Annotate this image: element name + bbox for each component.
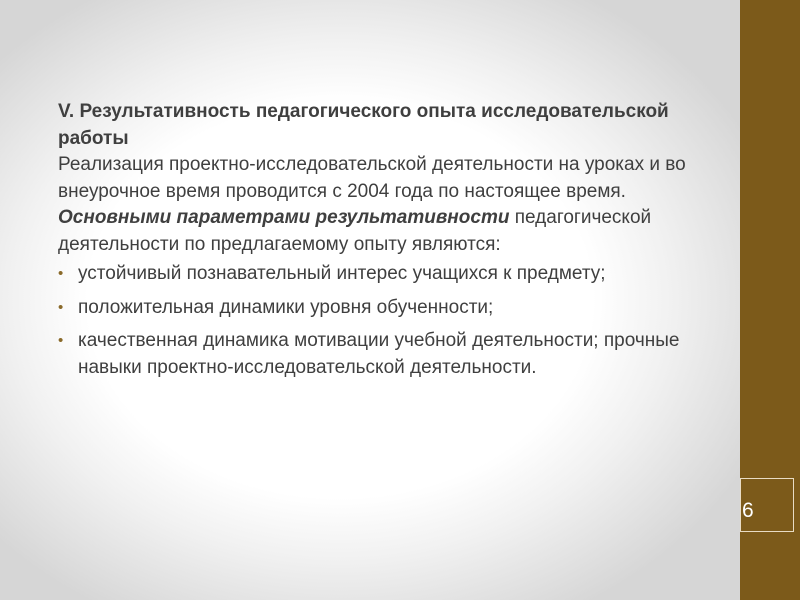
list-item-text: устойчивый познавательный интерес учащихся к предмету; — [78, 263, 606, 284]
parameters-emphasis: Основными параметрами результативности — [58, 207, 510, 228]
parameters-text: педагогической деятельности по предлагаемому опыту являются: — [58, 207, 652, 255]
intro-paragraph: Реализация проектно-исследовательской деятельности на уроках и во внеурочное время проводится с 2004 года по настоящее время. — [58, 154, 686, 202]
list-item — [58, 295, 718, 322]
bullet-icon: • — [58, 332, 64, 349]
parameters-paragraph — [58, 205, 718, 258]
bullet-list — [58, 261, 718, 381]
list-item-text: качественная динамика мотивации учебной деятельности; прочные навыки проектно-исследовательской деятельности. — [78, 330, 680, 378]
slide-content — [58, 99, 718, 388]
bullet-icon: • — [58, 265, 64, 282]
slide-heading: V. Результативность педагогического опыта исследовательской работы — [58, 101, 669, 149]
list-item — [58, 328, 718, 381]
list-item — [58, 261, 718, 288]
list-item-text: положительная динамики уровня обученности; — [78, 296, 494, 318]
bullet-icon: • — [58, 298, 64, 316]
page-number: 6 — [742, 499, 754, 522]
